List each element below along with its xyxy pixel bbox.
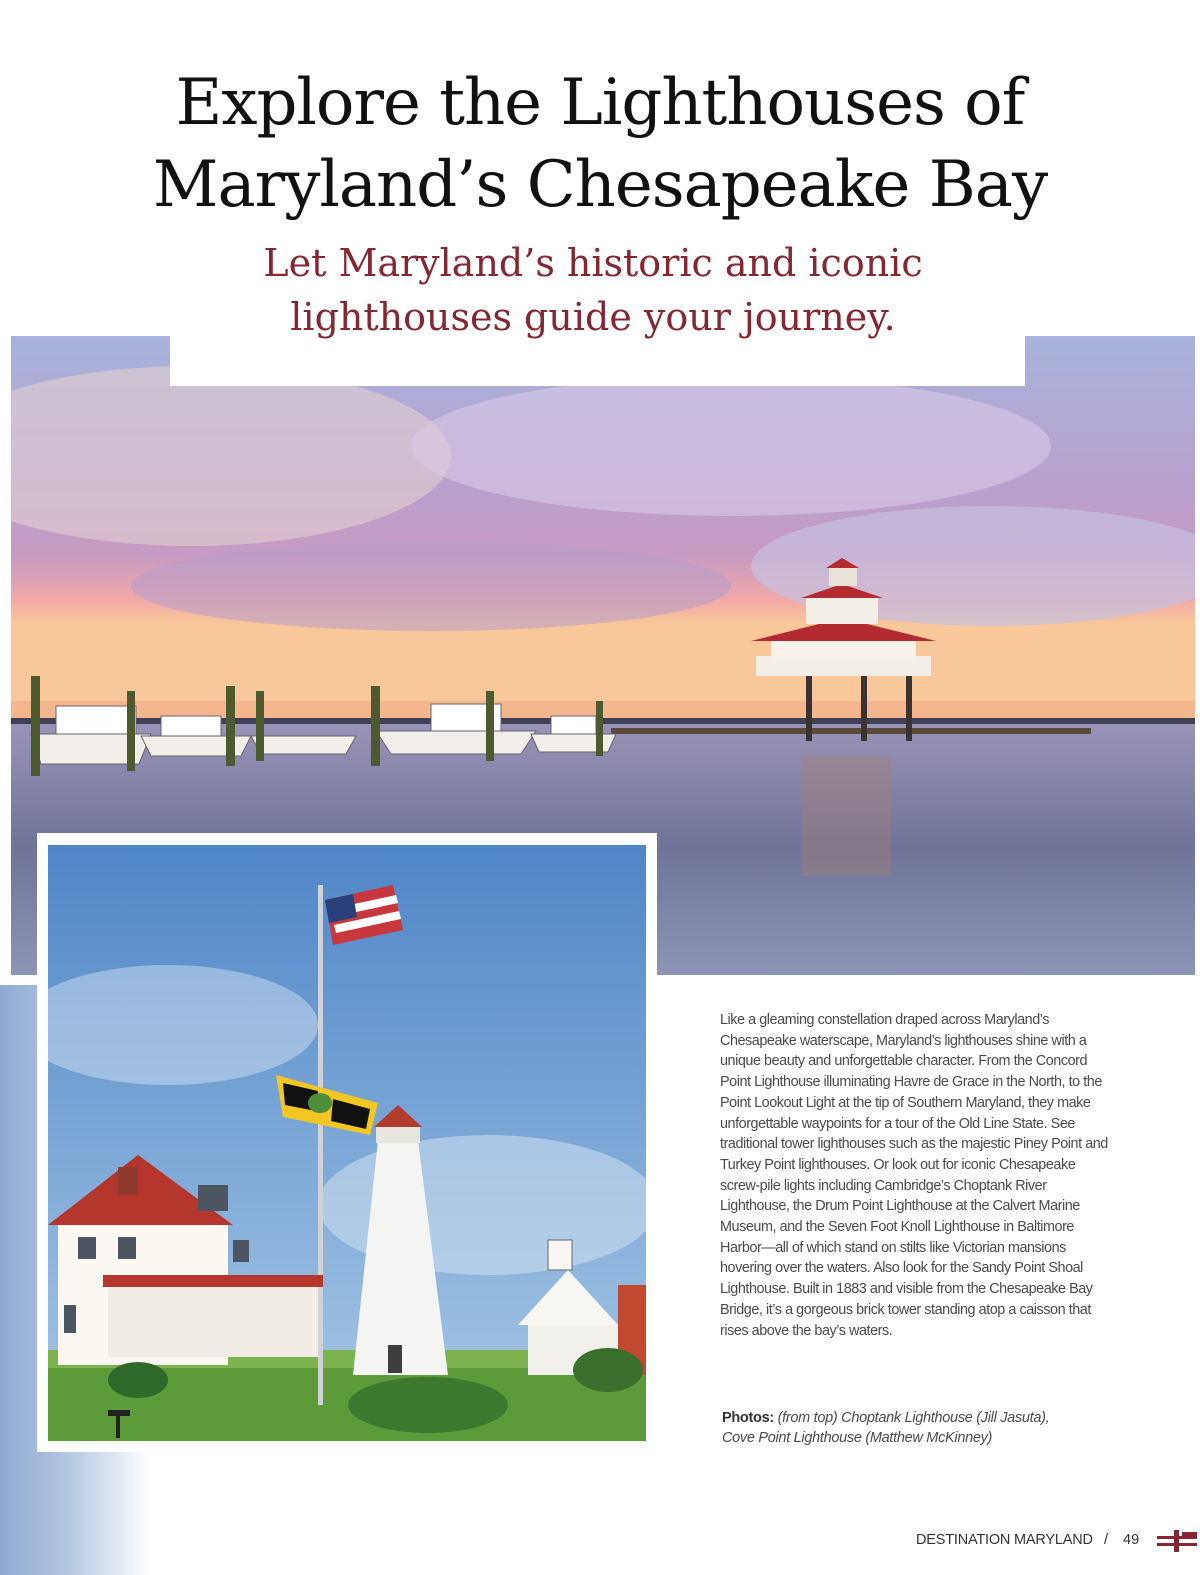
maryland-flag-icon (1157, 1530, 1197, 1552)
page-number: 49 (1123, 1532, 1140, 1548)
page-subtitle (0, 236, 1186, 344)
subtitle-line-2: lighthouses guide your journey. (290, 295, 896, 339)
title-line-2: Maryland’s Chesapeake Bay (152, 148, 1048, 222)
body-paragraph: Like a gleaming constellation draped across Maryland’s Chesapeake waterscape, Maryland’s lighthouses shine with a unique beauty and unforgettable character. From the Concord Point Lighthouse illuminating Havre de Grace in the North, to the Point Lookout Light at the tip of Southern Maryland, they make unforgettable waypoints for a tour of the Old Line State. See traditional tower lighthouses such as the majestic Piney Point and Turkey Point lighthouses. Or look out for iconic Chesapeake screw-pile lights including Cambridge’s Choptank River Lighthouse, the Drum Point Lighthouse at the Calvert Marine Museum, and the Seven Foot Knoll Lighthouse in Baltimore Harbor—all of which stand on stilts like Victorian mansions hovering over the waters. Also look for the Sandy Point Shoal Lighthouse. Built in 1883 and visible from the Chesapeake Bay Bridge, it’s a gorgeous brick tower standing atop a caisson that rises above the bay’s waters. (720, 1012, 1108, 1339)
subtitle-line-1: Let Maryland’s historic and iconic (263, 241, 923, 285)
inset-photo-illustration (48, 845, 646, 1441)
photo-credits-line-1: (from top) Choptank Lighthouse (Jill Jasuta), (777, 1410, 1050, 1426)
title-line-1: Explore the Lighthouses of (175, 66, 1025, 140)
photo-credits-label: Photos: (722, 1410, 774, 1426)
footer-publication-name: DESTINATION MARYLAND (916, 1532, 1093, 1548)
inset-photo-cove-point-lighthouse (48, 845, 646, 1441)
photo-credits (722, 1408, 1122, 1448)
page-title (0, 62, 1200, 226)
footer-separator: / (1104, 1532, 1109, 1548)
photo-credits-line-2: Cove Point Lighthouse (Matthew McKinney) (722, 1430, 993, 1446)
